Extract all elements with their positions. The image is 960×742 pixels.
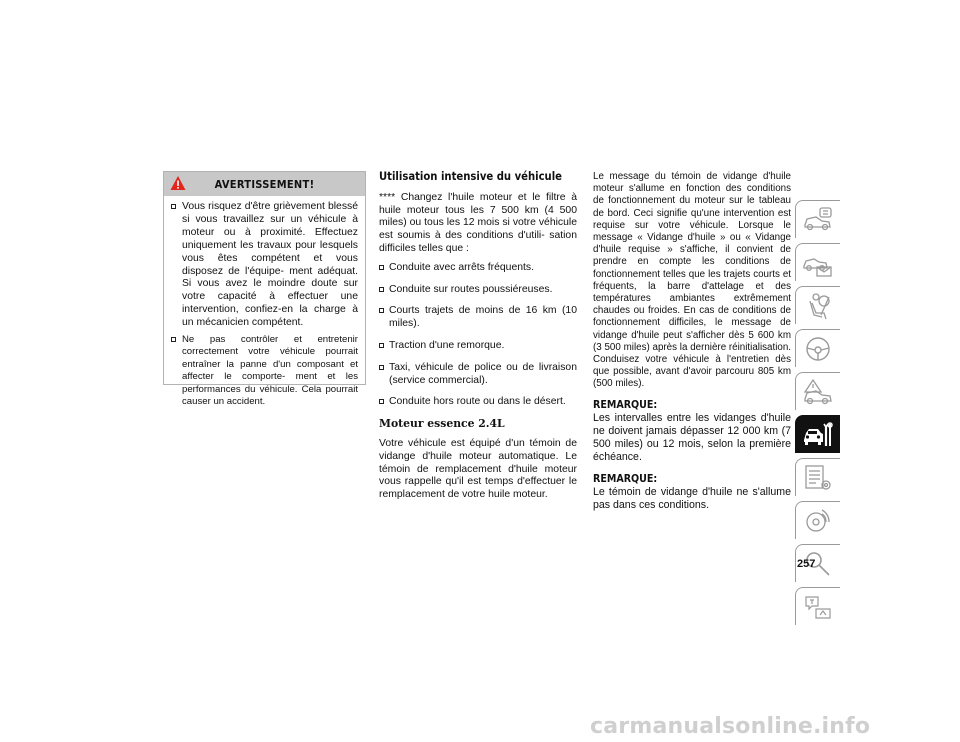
warning-title: AVERTISSEMENT! xyxy=(214,177,315,191)
condition-text: Taxi, véhicule de police ou de livraison (service commercial). xyxy=(389,361,577,386)
page-number: 257 xyxy=(797,558,816,570)
intro-paragraph: **** Changez l'huile moteur et le filtre à huile moteur tous les 7 500 km (4 500 miles) ou tous les 12 mois si votre véhicule est soumis à des conditions d'utili- sation difficiles telles que : xyxy=(379,191,577,254)
warning-item xyxy=(171,334,358,408)
tab-car-message[interactable] xyxy=(795,243,840,281)
tab-specifications[interactable] xyxy=(795,458,840,496)
bullet-square-icon xyxy=(171,204,176,209)
tab-warning-car[interactable] xyxy=(795,372,840,410)
bullet-square-icon xyxy=(379,287,384,292)
section-heading: Utilisation intensive du véhicule xyxy=(379,170,562,183)
languages-icon xyxy=(802,592,834,622)
note-label: REMARQUE: xyxy=(593,398,658,411)
condition-item xyxy=(379,396,577,409)
tab-languages[interactable] xyxy=(795,587,840,625)
note-1 xyxy=(593,399,791,465)
warning-item xyxy=(171,201,358,330)
oil-message-paragraph: Le message du témoin de vidange d'huile moteur s'allume en fonction des conditions de fonctionnement du moteur sur le tableau de bord. Ceci signifie qu'une intervention est requise sur votre véhicule. Lorsque le message « Vidange d'huile » ou « Vidange d'huile requise » s'affiche, il convient de prendre en compte les conditions de fonctionnement telles que les trajets courts et fréquents, la barre d'attelage et des températures ambiantes extrêmement chaudes ou froides. En cas de conditions de fonctionnement difficiles, le message de vidange d'huile peut s'afficher dès 5 600 km (3 500 miles) après la dernière réinitialisation. Conduisez votre véhicule à l'entretien dès que possible, avant d'avoir parcouru 805 km (500 miles). xyxy=(593,171,791,390)
condition-item xyxy=(379,340,577,353)
note-2 xyxy=(593,473,791,513)
warning-box xyxy=(163,171,366,408)
warning-triangle-icon xyxy=(170,175,186,191)
bullet-square-icon xyxy=(379,265,384,270)
tab-multimedia[interactable] xyxy=(795,501,840,539)
bullet-square-icon xyxy=(379,399,384,404)
condition-text: Conduite sur routes poussiéreuses. xyxy=(389,283,553,295)
watermark: carmanualsonline.info xyxy=(590,714,871,739)
condition-text: Conduite hors route ou dans le désert. xyxy=(389,396,566,408)
condition-item xyxy=(379,284,577,297)
steering-wheel-icon xyxy=(802,334,834,364)
bullet-square-icon xyxy=(379,343,384,348)
warning-item-text: Ne pas contrôler et entretenir correctement votre véhicule pourrait entraîner la panne d'un composant et affecter le comporte- ment et les performances du véhicule. Cela pourrait causer un accident. xyxy=(182,334,358,408)
condition-item xyxy=(379,305,577,331)
bullet-square-icon xyxy=(171,337,176,342)
condition-item xyxy=(379,262,577,275)
condition-text: Conduite avec arrêts fréquents. xyxy=(389,261,534,273)
car-info-icon xyxy=(802,205,834,235)
tab-airbag-seat[interactable] xyxy=(795,286,840,324)
note-text: Le témoin de vidange d'huile ne s'allume pas dans ces conditions. xyxy=(593,485,791,512)
airbag-seat-icon xyxy=(802,291,834,321)
warning-header xyxy=(164,172,365,196)
bullet-square-icon xyxy=(379,308,384,313)
multimedia-icon xyxy=(802,506,834,536)
warning-car-icon xyxy=(802,377,834,407)
car-service-tools-icon xyxy=(802,420,834,450)
conditions-list xyxy=(379,262,577,409)
warning-list xyxy=(164,201,365,409)
note-label: REMARQUE: xyxy=(593,472,658,485)
condition-text: Courts trajets de moins de 16 km (10 miles). xyxy=(389,305,577,330)
specifications-list-icon xyxy=(802,463,834,493)
engine-subheading: Moteur essence 2.4L xyxy=(379,417,505,431)
tab-steering-wheel[interactable] xyxy=(795,329,840,367)
column-1 xyxy=(379,171,577,508)
condition-text: Traction d'une remorque. xyxy=(389,339,505,351)
engine-paragraph: Votre véhicule est équipé d'un témoin de vidange d'huile moteur automatique. Le témoin de remplacement d'huile moteur vous rappelle qu'il est temps d'effectuer le remplacement de votre huile moteur. xyxy=(379,437,577,501)
warning-item-text: Vous risquez d'être grièvement blessé si vous travaillez sur un véhicule à moteur ou à proximité. Effectuez uniquement les travaux pour lesquels vous êtes compétent et vous disposez de l'équipe- ment adéquat. Si vous avez le moindre doute sur votre capacité à effectuer une intervention, confiez-en la charge à un mécanicien compétent. xyxy=(182,201,358,329)
condition-item xyxy=(379,362,577,388)
bullet-square-icon xyxy=(379,365,384,370)
car-message-icon xyxy=(802,248,834,278)
tab-car-service[interactable] xyxy=(795,415,840,453)
tab-car-info[interactable] xyxy=(795,200,840,238)
note-text: Les intervalles entre les vidanges d'huile ne doivent jamais dépasser 12 000 km (7 500 miles) ou 12 mois, selon la première échéance. xyxy=(593,411,791,464)
column-2 xyxy=(593,171,791,518)
